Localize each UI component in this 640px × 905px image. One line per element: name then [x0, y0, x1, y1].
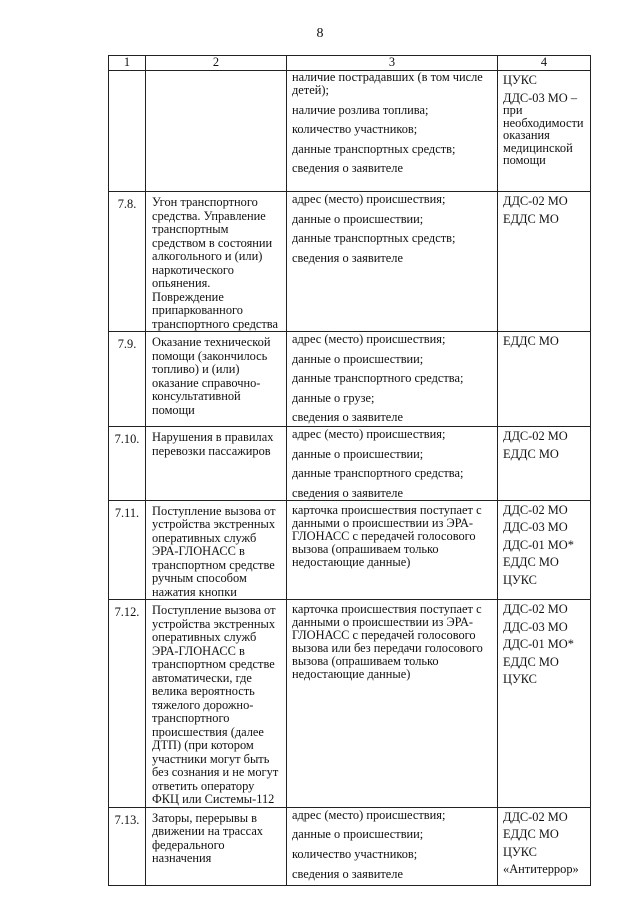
service-item: ДДС-01 МО*	[503, 537, 574, 552]
table-row	[109, 500, 591, 600]
incident-info	[287, 71, 498, 192]
column-header-4: 4	[498, 56, 591, 71]
info-item: адрес (место) происшествия;	[292, 807, 446, 822]
info-item: сведения о заявителе	[292, 866, 403, 881]
page-number: 8	[316, 26, 324, 41]
service-item: ЕДДС МО	[503, 555, 559, 570]
incident-info	[287, 427, 498, 501]
info-item: адрес (место) происшествия;	[292, 332, 446, 346]
service-item: «Антитеррор»	[503, 862, 579, 877]
row-number: 7.11.	[109, 500, 146, 600]
service-item: ДДС-03 МО – при необходимости оказания медицинской помощи	[503, 90, 584, 167]
info-item: адрес (место) происшествия;	[292, 427, 446, 441]
service-item: ДДС-03 МО	[503, 520, 568, 535]
service-item: ЦУКС	[503, 844, 537, 859]
incident-description	[146, 71, 287, 192]
responsible-services	[498, 332, 591, 427]
info-item: сведения о заявителе	[292, 410, 403, 425]
info-item: наличие пострадавших (в том числе детей);	[292, 70, 483, 97]
service-item: ДДС-01 МО*	[503, 637, 574, 652]
row-number: 7.10.	[109, 427, 146, 501]
info-item: данные о происшествии;	[292, 351, 424, 366]
responsible-services	[498, 500, 591, 600]
service-item: ДДС-02 МО	[503, 194, 568, 208]
service-item: ЦУКС	[503, 572, 537, 587]
incident-description: Оказание технической помощи (закончилось топливо) и (или) оказание справочно-консультативной помощи	[146, 332, 287, 427]
row-number: 7.13.	[109, 807, 146, 885]
table-row	[109, 332, 591, 427]
row-number: 7.8.	[109, 192, 146, 332]
service-item: ЕДДС МО	[503, 654, 559, 669]
info-item: данные о грузе;	[292, 390, 375, 405]
info-item: данные о происшествии;	[292, 211, 424, 226]
table-row	[109, 71, 591, 192]
info-item: количество участников;	[292, 846, 418, 861]
responsible-services	[498, 427, 591, 501]
incident-description: Поступление вызова от устройства экстренных оперативных служб ЭРА-ГЛОНАСС в транспортном средстве ручным способом нажатия кнопки	[146, 500, 287, 600]
service-item: ДДС-02 МО	[503, 502, 568, 517]
incident-description: Поступление вызова от устройства экстренных оперативных служб ЭРА-ГЛОНАСС в транспортном средстве автоматически, где велика вероятность тяжелого дорожно-транспортного происшествия (далее ДТП) (при котором участники могут быть без сознания и не могут ответить оператору ФКЦ или Системы-112	[146, 600, 287, 808]
column-header-3: 3	[287, 56, 498, 71]
incident-info	[287, 192, 498, 332]
service-item: ЦУКС	[503, 73, 537, 87]
info-item: данные о происшествии;	[292, 827, 424, 842]
table-row	[109, 192, 591, 332]
responsible-services	[498, 192, 591, 332]
incident-description: Угон транспортного средства. Управление транспортным средством в состоянии алкогольного и (или) наркотического опьянения. Повреждение припаркованного транспортного средства	[146, 192, 287, 332]
column-header-1: 1	[109, 56, 146, 71]
responsible-services	[498, 807, 591, 885]
info-item: количество участников;	[292, 122, 418, 137]
service-item: ДДС-02 МО	[503, 602, 568, 617]
service-item: ЦУКС	[503, 672, 537, 687]
table-row	[109, 600, 591, 808]
incident-description: Заторы, перерывы в движении на трассах федерального назначения	[146, 807, 287, 885]
info-item: сведения о заявителе	[292, 485, 403, 500]
info-text: карточка происшествия поступает с данными о происшествии из ЭРА-ГЛОНАСС с передачей голосового вызова или без передачи голосового вызова (опрашиваем только недостающие данные)	[292, 602, 483, 682]
table-row	[109, 427, 591, 501]
service-item: ДДС-02 МО	[503, 429, 568, 443]
table-row	[109, 807, 591, 885]
info-item: сведения о заявителе	[292, 250, 403, 265]
row-number: 7.9.	[109, 332, 146, 427]
responsible-services	[498, 600, 591, 808]
service-item: ДДС-03 МО	[503, 619, 568, 634]
incident-info	[287, 500, 498, 600]
service-item: ЕДДС МО	[503, 211, 559, 226]
incident-info	[287, 807, 498, 885]
responsible-services	[498, 71, 591, 192]
info-item: данные транспортного средства;	[292, 371, 464, 386]
incident-info	[287, 600, 498, 808]
info-item: данные транспортных средств;	[292, 231, 456, 246]
incident-description: Нарушения в правилах перевозки пассажиров	[146, 427, 287, 501]
info-item: данные транспортных средств;	[292, 141, 456, 156]
service-item: ЕДДС МО	[503, 334, 559, 348]
incident-table	[108, 55, 591, 886]
service-item: ЕДДС МО	[503, 446, 559, 461]
row-number	[109, 71, 146, 192]
service-item: ДДС-02 МО	[503, 809, 568, 824]
info-item: наличие розлива топлива;	[292, 102, 429, 117]
row-number: 7.12.	[109, 600, 146, 808]
info-item: данные о происшествии;	[292, 446, 424, 461]
info-item: данные транспортного средства;	[292, 466, 464, 481]
incident-info	[287, 332, 498, 427]
info-text: карточка происшествия поступает с данными о происшествии из ЭРА-ГЛОНАСС с передачей голосового вызова (опрашиваем только недостающие данные)	[292, 502, 482, 569]
table-header-row	[109, 56, 591, 71]
info-item: сведения о заявителе	[292, 161, 403, 176]
info-item: адрес (место) происшествия;	[292, 192, 446, 206]
column-header-2: 2	[146, 56, 287, 71]
service-item: ЕДДС МО	[503, 827, 559, 842]
